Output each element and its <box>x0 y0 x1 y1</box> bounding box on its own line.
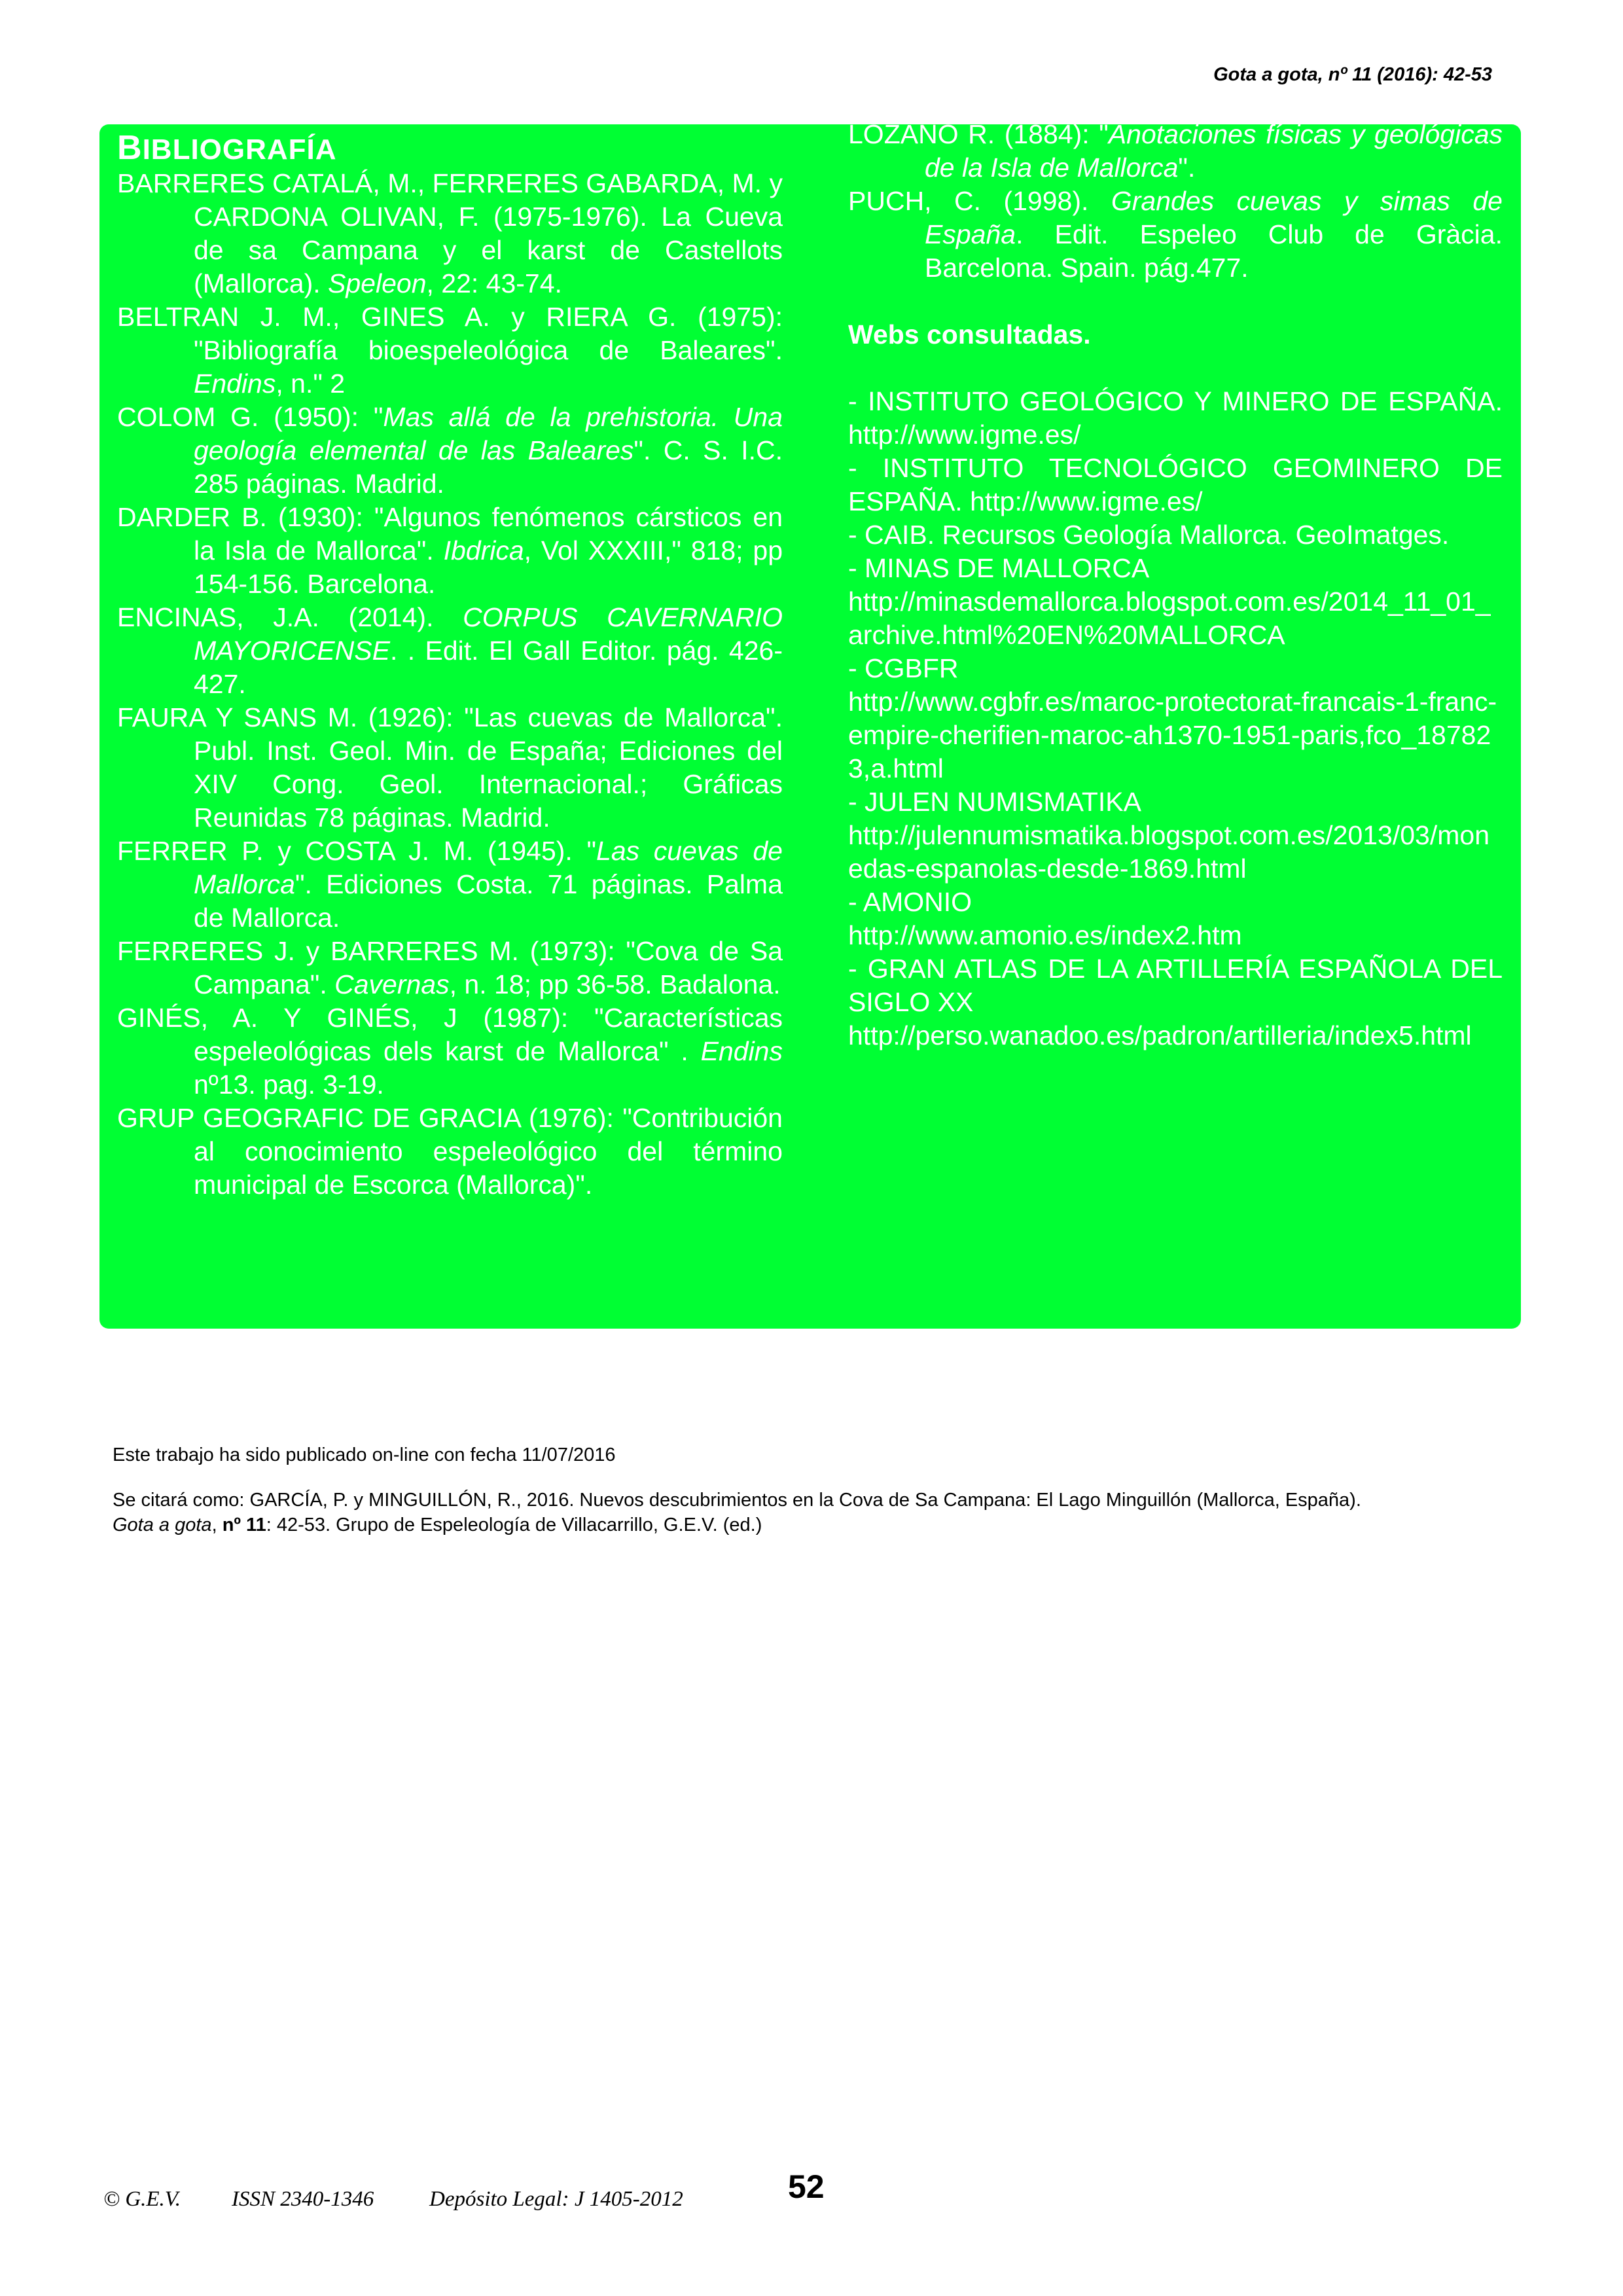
reference-post: , n." 2 <box>276 368 346 399</box>
reference-em: Endins <box>700 1036 783 1066</box>
reference-pre: FAURA Y SANS M. (1926): "Las cuevas de Mallorca". Publ. Inst. Geol. Min. de España; Ediciones del XIV Cong. Geol. Internacional.; Gráficas Reunidas 78 páginas. Madrid. <box>117 702 783 833</box>
reference-item <box>117 701 783 834</box>
reference-em: Mas allá de la prehistoria. Una geología elemental de las Baleares <box>194 402 783 465</box>
bibliography-right-column <box>848 118 1503 1052</box>
reference-item <box>117 167 783 300</box>
reference-post: . . Edit. El Gall Editor. pág. 426-427. <box>194 636 783 699</box>
bibliography-panel <box>99 119 1521 1329</box>
citation-line-1: Se citará como: GARCÍA, P. y MINGUILLÓN, R., 2016. Nuevos descubrimientos en la Cova de Sa Campana: El Lago Minguillón (Mallorca, España). <box>113 1490 1361 1511</box>
reference-pre: BELTRAN J. M., GINES A. y RIERA G. (1975): "Bibliografía bioespeleológica de Baleares". <box>117 302 783 365</box>
reference-post: , Vol XXXIII," 818; pp 154-156. Barcelona. <box>194 535 783 599</box>
reference-pre: GINÉS, A. Y GINÉS, J (1987): "Características espeleológicas dels karst de Mallorca" . <box>117 1003 783 1066</box>
bibliography-left-column <box>117 131 783 1202</box>
citation-journal: Gota a gota <box>113 1515 212 1535</box>
page-number: 52 <box>788 2168 825 2205</box>
reference-em: Anotaciones físicas y geológicas de la Isla de Mallorca <box>925 119 1503 183</box>
reference-post: , 22: 43-74. <box>426 268 562 298</box>
reference-post: nº13. pag. 3-19. <box>194 1069 384 1100</box>
reference-pre: FERRERES J. y BARRERES M. (1973): "Cova de Sa Campana". <box>117 936 783 999</box>
web-url[interactable]: http://perso.wanadoo.es/padron/artilleria/index5.html <box>848 1020 1472 1050</box>
web-entry: - AMONIO <box>848 887 972 917</box>
reference-item <box>848 185 1503 285</box>
footer-issn: ISSN 2340-1346 <box>232 2187 374 2211</box>
heading-rest: IBLIOGRAFÍA <box>142 134 337 166</box>
web-entry: - MINAS DE MALLORCA <box>848 553 1150 583</box>
web-entry: - JULEN NUMISMATIKA <box>848 787 1141 817</box>
reference-item <box>117 401 783 501</box>
published-note: Este trabajo ha sido publicado on-line con fecha 11/07/2016 <box>113 1444 616 1465</box>
reference-em: CORPUS CAVERNARIO MAYORICENSE <box>194 602 783 666</box>
heading-initial: B <box>117 129 143 167</box>
reference-pre: BARRERES CATALÁ, M., FERRERES GABARDA, M. y CARDONA OLIVAN, F. (1975-1976). La Cueva de sa Campana y el karst de Castellots (Mallorca). <box>117 168 783 298</box>
reference-em: Ibdrica <box>443 535 524 565</box>
reference-item <box>848 118 1503 185</box>
citation-sep: , <box>211 1515 223 1535</box>
web-url[interactable]: http://minasdemallorca.blogspot.com.es/2014_11_01_archive.html%20EN%20MALLORCA <box>848 586 1491 650</box>
reference-pre: ENCINAS, J.A. (2014). <box>117 602 463 632</box>
webs-title: Webs consultadas. <box>848 319 1091 350</box>
reference-post: ". Ediciones Costa. 71 páginas. Palma de Mallorca. <box>194 869 783 933</box>
reference-pre: LOZANO R. (1884): " <box>848 119 1109 149</box>
web-list <box>848 385 1503 1052</box>
citation-note <box>113 1488 1520 1537</box>
web-url[interactable]: http://www.cgbfr.es/maroc-protectorat-francais-1-franc-empire-cherifien-maroc-ah1370-1951-paris,fco_187823,a.html <box>848 687 1497 783</box>
web-entry: - INSTITUTO TECNOLÓGICO GEOMINERO DE ESPAÑA. http://www.igme.es/ <box>848 453 1503 516</box>
web-entry: - CGBFR <box>848 653 959 683</box>
reference-pre: GRUP GEOGRAFIC DE GRACIA (1976): "Contribución al conocimiento espeleológico del término municipal de Escorca (Mallorca)". <box>117 1103 783 1200</box>
reference-item <box>117 300 783 401</box>
reference-post: ". C. S. I.C. 285 páginas. Madrid. <box>194 435 783 499</box>
reference-em: Grandes cuevas y simas de España <box>925 186 1503 249</box>
reference-pre: PUCH, C. (1998). <box>848 186 1111 216</box>
reference-em: Endins <box>194 368 276 399</box>
reference-item <box>117 601 783 701</box>
web-url[interactable]: http://www.amonio.es/index2.htm <box>848 920 1242 950</box>
reference-item <box>117 1102 783 1202</box>
reference-item <box>117 501 783 601</box>
citation-rest: : 42-53. Grupo de Espeleología de Villacarrillo, G.E.V. (ed.) <box>266 1515 762 1535</box>
citation-issue: nº 11 <box>222 1515 266 1535</box>
footer-deposito: Depósito Legal: J 1405-2012 <box>429 2187 683 2211</box>
bibliography-heading <box>117 131 783 167</box>
reference-post: . Edit. Espeleo Club de Gràcia. Barcelona. Spain. pág.477. <box>925 219 1503 283</box>
page-footer <box>103 2181 889 2220</box>
reference-pre: FERRER P. y COSTA J. M. (1945). " <box>117 836 597 866</box>
reference-pre: COLOM G. (1950): " <box>117 402 383 432</box>
reference-item <box>117 834 783 935</box>
right-reference-list <box>848 118 1503 285</box>
running-head: Gota a gota, nº 11 (2016): 42-53 <box>1213 64 1492 85</box>
reference-item <box>117 1001 783 1102</box>
reference-pre: DARDER B. (1930): "Algunos fenómenos cársticos en la Isla de Mallorca". <box>117 502 783 565</box>
left-reference-list <box>117 167 783 1202</box>
reference-em: Las cuevas de Mallorca <box>194 836 783 899</box>
reference-post: ". <box>1178 152 1196 183</box>
footer-copyright: © G.E.V. <box>103 2187 181 2211</box>
web-entry: - GRAN ATLAS DE LA ARTILLERÍA ESPAÑOLA DEL SIGLO XX <box>848 954 1503 1017</box>
reference-em: Speleon <box>328 268 427 298</box>
web-entry: - INSTITUTO GEOLÓGICO Y MINERO DE ESPAÑA. http://www.igme.es/ <box>848 386 1503 450</box>
web-entry: - CAIB. Recursos Geología Mallorca. GeoImatges. <box>848 520 1450 550</box>
web-url[interactable]: http://julennumismatika.blogspot.com.es/2013/03/monedas-espanolas-desde-1869.html <box>848 820 1489 884</box>
reference-em: Cavernas <box>334 969 450 999</box>
reference-item <box>117 935 783 1001</box>
reference-post: , n. 18; pp 36-58. Badalona. <box>449 969 781 999</box>
